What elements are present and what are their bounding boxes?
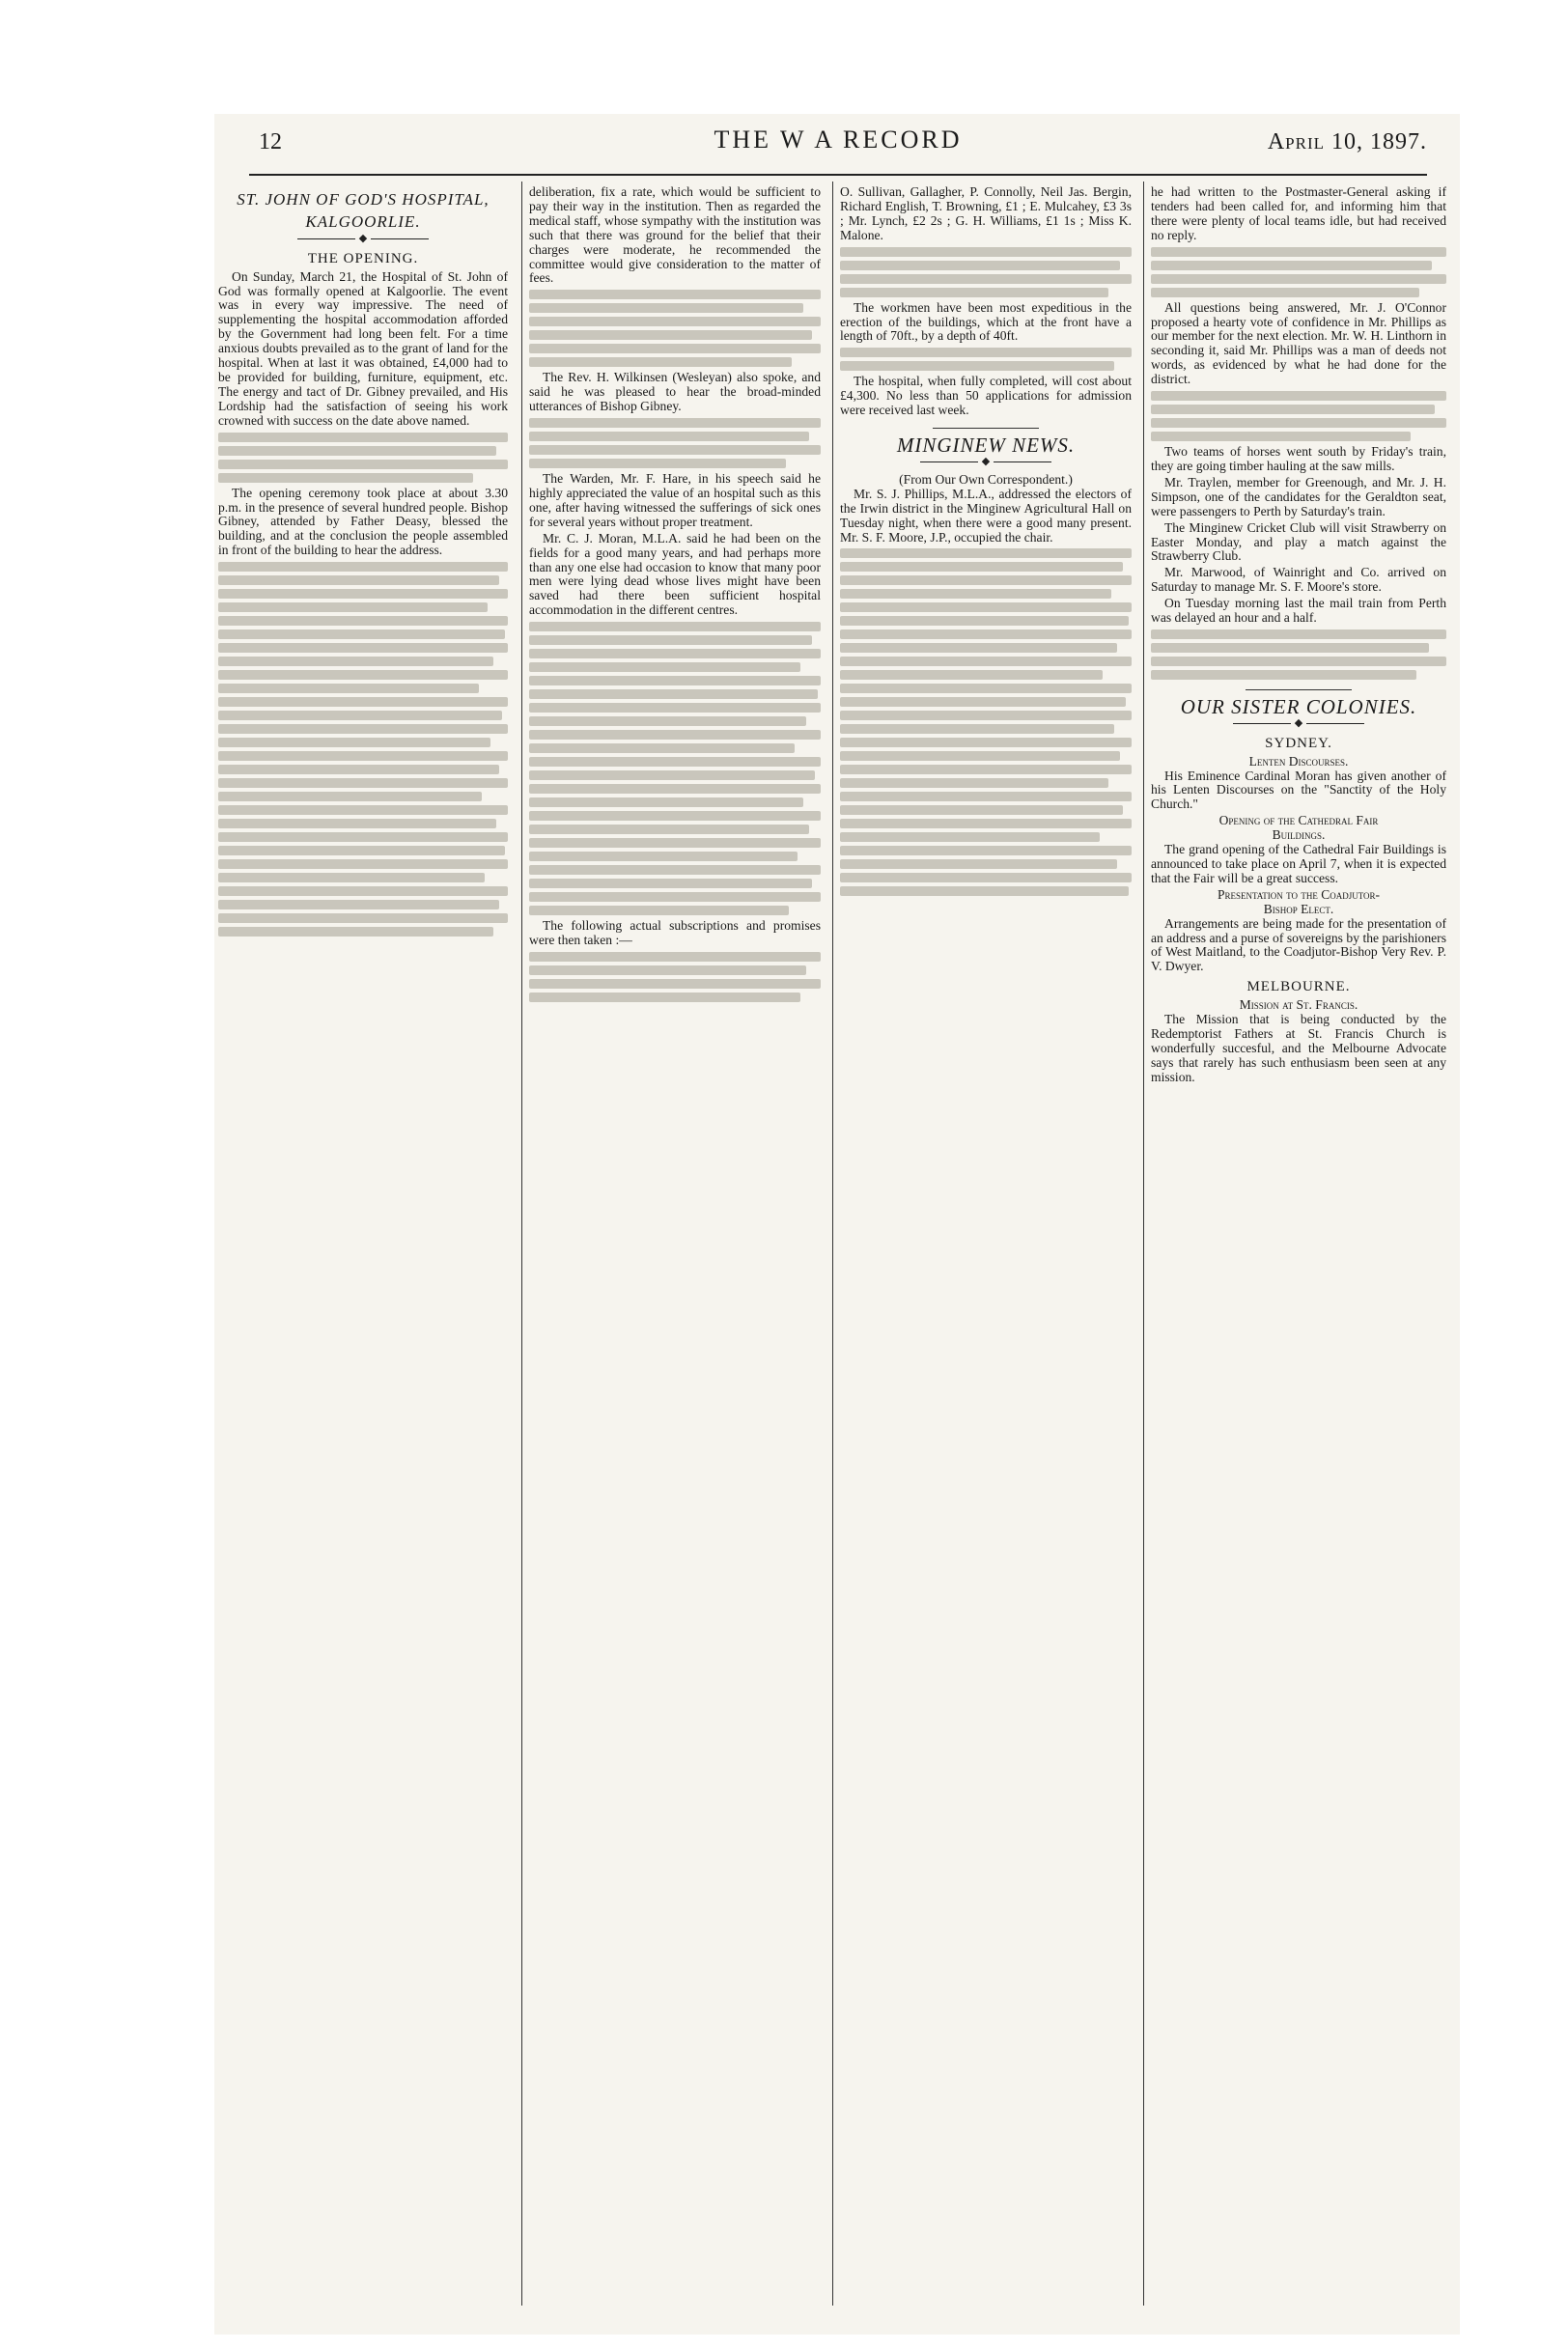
column-4 bbox=[1151, 185, 1446, 2306]
paragraph: Mr. S. J. Phillips, M.L.A., addressed the electors of the Irwin district in the Minginew Agricultural Hall on Tuesday night, when there were a good many present. Mr. S. F. Moore, J.P., occupied the chair. bbox=[840, 486, 1132, 545]
paragraph: he had written to the Postmaster-General asking if tenders had been called for, and informing him that there were plenty of local teams idle, but had received no reply. bbox=[1151, 185, 1446, 242]
article-title: ST. JOHN OF GOD'S HOSPITAL, bbox=[237, 190, 490, 209]
ornament-divider: ◆ bbox=[1151, 716, 1446, 731]
masthead-rule bbox=[249, 174, 1427, 176]
paragraph: Arrangements are being made for the presentation of an address and a purse of sovereigns by the parishioners of West Maitland, to the Coadjutor-Bishop Very Rev. P. V. Dwyer. bbox=[1151, 915, 1446, 974]
byline: (From Our Own Correspondent.) bbox=[899, 471, 1073, 487]
masthead bbox=[249, 126, 1427, 172]
paragraph: The Minginew Cricket Club will visit Strawberry on Easter Monday, and play a match against the Strawberry Club. bbox=[1151, 519, 1446, 564]
paragraph: The Rev. H. Wilkinsen (Wesleyan) also spoke, and said he was pleased to hear the broad-minded utterances of Bishop Gibney. bbox=[529, 370, 821, 414]
paragraph: Mr. Traylen, member for Greenough, and Mr. J. H. Simpson, one of the candidates for the Geraldton seat, were passengers to Perth by Saturday's train. bbox=[1151, 474, 1446, 518]
paragraph: The hospital, when fully completed, will cost about £4,300. No less than 50 applications for admission were received last week. bbox=[840, 374, 1132, 418]
subhead-sydney: SYDNEY. bbox=[1265, 735, 1332, 751]
subhead-presentation: Presentation to the Coadjutor- bbox=[1217, 886, 1381, 902]
paragraph: On Sunday, March 21, the Hospital of St. John of God was formally opened at Kalgoorlie. The event was in every way impressive. The need of supplementing the hospital accommodation afforded by the Government had long been felt. For a time anxious doubts prevailed as to the grant of land for the hospital. When at last it was obtained, £4,000 had to be provided for building, furniture, equipment, etc. The energy and tact of Dr. Gibney prevailed, and His Lordship had the satisfaction of seeing his work crowned with success on the date above named. bbox=[218, 268, 508, 428]
paragraph: The workmen have been most expeditious in the erection of the buildings, which at the front have a length of 70ft., by a depth of 40ft. bbox=[840, 299, 1132, 344]
section-title-sister-colonies: OUR SISTER COLONIES. bbox=[1180, 694, 1417, 718]
paragraph: Mr. C. J. Moran, M.L.A. said he had been on the fields for a good many years, and had perhaps more than any one else had occasion to know that many poor men were lying dead whose lives might have been saved had there been sufficient hospital accommodation in the different centres. bbox=[529, 530, 821, 618]
paragraph: deliberation, fix a rate, which would be sufficient to pay their way in the institution. Then as regarded the medical staff, whose sympathy with the institution was such that there was ground for the belief that their charges were moderate, he recommended the committee would give consideration to the matter of fees. bbox=[529, 185, 821, 286]
subhead-lenten-discourses: Lenten Discourses. bbox=[1248, 753, 1349, 769]
column-2 bbox=[529, 185, 821, 2306]
column-divider bbox=[832, 182, 833, 2306]
paragraph: All questions being answered, Mr. J. O'Connor proposed a hearty vote of confidence in Mr. Phillips as our member for the next election. Mr. W. H. Linthorn in seconding it, said Mr. Phillips was a man of deeds not words, as evidenced by what he had done for the district. bbox=[1151, 299, 1446, 387]
article-subhead: THE OPENING. bbox=[307, 250, 419, 266]
publication-title: THE W A RECORD bbox=[714, 126, 963, 154]
column-divider bbox=[1143, 182, 1144, 2306]
column-3 bbox=[840, 185, 1132, 2306]
page-number: 12 bbox=[259, 129, 282, 154]
paragraph: The following actual subscriptions and promises were then taken :— bbox=[529, 918, 821, 948]
paragraph: The opening ceremony took place at about 3.30 p.m. in the presence of several hundred people. Bishop Gibney, attended by Father Deasy, blessed the building, and at the conclusion the people assembled in front of the building to hear the address. bbox=[218, 485, 508, 558]
subhead-mission: Mission at St. Francis. bbox=[1239, 997, 1358, 1013]
article-title-line2: KALGOORLIE. bbox=[305, 211, 421, 231]
section-rule bbox=[933, 428, 1039, 429]
section-title-minginew: MINGINEW NEWS. bbox=[896, 433, 1076, 458]
subhead-cathedral-fair-line2: Buildings. bbox=[1272, 827, 1326, 843]
paragraph: The Warden, Mr. F. Hare, in his speech said he highly appreciated the value of an hospital such as this one, after having witnessed the sufferings of sick ones for several years without proper treatment. bbox=[529, 471, 821, 529]
issue-date: April 10, 1897. bbox=[1267, 129, 1427, 154]
paragraph: Two teams of horses went south by Friday's train, they are going timber hauling at the saw mills. bbox=[1151, 444, 1446, 473]
column-divider bbox=[521, 182, 522, 2306]
subscription-list: O. Sullivan, Gallagher, P. Connolly, Neil Jas. Bergin, Richard English, T. Browning, £1 ; E. Mulcahey, £3 3s ; Mr. Lynch, £2 2s ; G. H. Williams, £1 1s ; Miss K. Malone. bbox=[840, 185, 1132, 242]
column-1 bbox=[218, 185, 508, 2306]
paragraph: On Tuesday morning last the mail train from Perth was delayed an hour and a half. bbox=[1151, 596, 1446, 626]
subhead-cathedral-fair: Opening of the Cathedral Fair bbox=[1218, 813, 1379, 828]
subhead-melbourne: MELBOURNE. bbox=[1246, 979, 1351, 995]
ornament-divider: ◆ bbox=[218, 232, 508, 246]
paragraph: The Mission that is being conducted by the Redemptorist Fathers at St. Francis Church is wonderfully succesful, and the Melbourne Advocate says that rarely has such enthusiasm been seen at any mission. bbox=[1151, 1012, 1446, 1084]
paragraph: The grand opening of the Cathedral Fair Buildings is announced to take place on April 7, when it is expected that the Fair will be a great success. bbox=[1151, 842, 1446, 885]
subhead-presentation-line2: Bishop Elect. bbox=[1263, 901, 1334, 916]
paragraph: Mr. Marwood, of Wainright and Co. arrived on Saturday to manage Mr. S. F. Moore's store. bbox=[1151, 565, 1446, 595]
paragraph: His Eminence Cardinal Moran has given another of his Lenten Discourses on the "Sanctity of the Holy Church." bbox=[1151, 768, 1446, 812]
section-rule bbox=[1246, 689, 1352, 690]
ornament-divider: ◆ bbox=[840, 455, 1132, 469]
